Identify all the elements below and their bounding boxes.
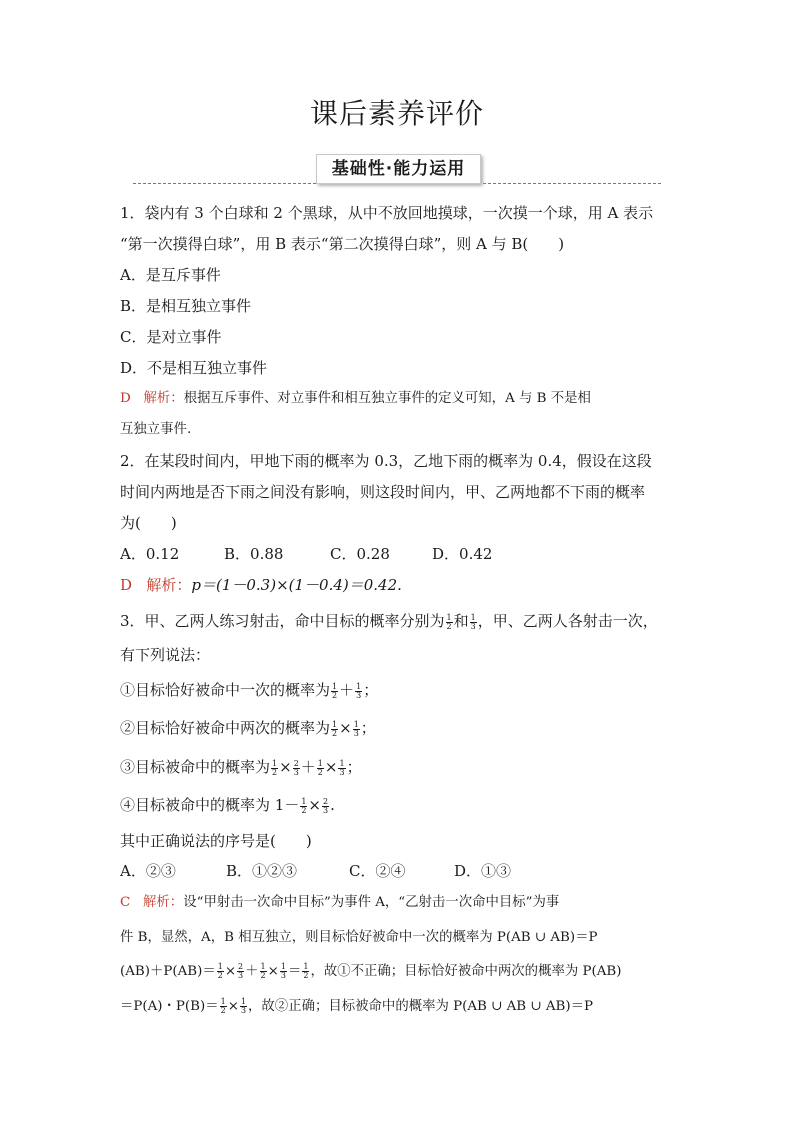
q1-option-a: A．是互斥事件 [120,266,221,284]
q2-option-c: C．0.28 [330,545,390,563]
q3-statement-3-text: ③目标被命中的概率为 [120,758,271,776]
q3-statement-1: ①目标恰好被命中一次的概率为 $\frac{1}{2}$ ＋ $\frac{1}{3}$ ； [120,681,379,700]
q3-options [120,861,511,881]
q3-stem-text-a: 3．甲、乙两人练习射击，命中目标的概率分别为 [120,612,445,630]
q2-answer: D [120,576,133,594]
q2-stem-line1: 2．在某段时间内，甲地下雨的概率为 0.3，乙地下雨的概率为 0.4，假设在这段 [120,452,652,470]
q1-option-c: C．是对立事件 [120,328,222,346]
q3-analysis-text-3: (AB)＋P(AB)＝ [120,964,216,979]
q3-answer: C [120,895,131,910]
q1-analysis-line2: 互独立事件. [120,422,192,437]
q3-stem-line1 [120,611,658,631]
section-header [133,152,661,186]
q3-option-a: A．②③ [120,862,176,880]
q3-option-d: D．①③ [454,862,512,880]
q3-analysis-text-3b: ，故①不正确；目标恰好被命中两次的概率为 P(AB) [310,964,622,979]
q3-analysis-line2: 件 B，显然，A，B 相互独立，则目标恰好被命中一次的概率为 P(AB ∪ AB)＝P [120,930,598,945]
q3-option-c: C．②④ [349,862,406,880]
fraction-half: $\frac{1}{2}$ [446,612,452,631]
q3-statement-2-text: ②目标恰好被命中两次的概率为 [120,719,331,737]
q1-analysis-label: 解析： [143,391,184,406]
q3-stem-text-b: 和 [453,612,469,630]
q2-options [120,544,492,564]
q1-analysis-text: 根据互斥事件、对立事件和相互独立事件的定义可知，A 与 B 不是相 [183,391,591,406]
q1-option-d: D．不是相互独立事件 [120,359,268,377]
q3-statement-1-text: ①目标恰好被命中一次的概率为 [120,681,331,699]
q3-ask: 其中正确说法的序号是( ) [120,832,312,850]
q1-stem-line2: “第一次摸得白球”，用 B 表示“第二次摸得白球”，则 A 与 B( ) [120,235,565,253]
q3-analysis-label: 解析： [143,895,184,910]
q2-option-d: D．0.42 [432,545,493,563]
q3-statement-3: ③目标被命中的概率为 $\frac{1}{2}$ × $\frac{2}{3}$ ＋ $\frac{1}{2}$ × $\frac{1}{3}$ ； [120,758,362,777]
q3-analysis-text-4b: ，故②正确；目标被命中的概率为 P(AB ∪ AB ∪ AB)＝P [248,999,594,1014]
q1-analysis-line1 [120,389,591,409]
q2-stem-line2: 时间内两地是否下雨之间没有影响，则这段时间内，甲、乙两地都不下雨的概率 [120,483,646,501]
page-title: 课后素养评价 [309,97,484,130]
q3-statement-2: ②目标恰好被命中两次的概率为 $\frac{1}{2}$ × $\frac{1}{3}$ ； [120,719,376,738]
fraction-third: $\frac{1}{3}$ [470,612,476,631]
q3-analysis-text-1: 设“甲射击一次命中目标”为事件 A，“乙射击一次命中目标”为事 [183,895,560,910]
q3-analysis-line1 [120,893,559,913]
q3-analysis-line3: (AB)＋P(AB)＝ $\frac{1}{2}$ × $\frac{2}{3}$ ＋ $\frac{1}{2}$ × $\frac{1}{3}$ ＝ $\frac{1}{2}$ ，故①不正确；目标恰好被命中两次的概率为 P(AB) [120,962,622,980]
q2-stem-line3: 为( ) [120,514,177,532]
q2-analysis-text: p＝(1－0.3)×(1－0.4)＝0.42. [191,576,402,594]
q1-answer: D [120,391,131,406]
q3-statement-4: ④目标被命中的概率为 1－ $\frac{1}{2}$ × $\frac{2}{3}$ . [120,796,335,815]
q2-option-a: A．0.12 [120,545,180,563]
q3-stem-line2: 有下列说法： [120,646,211,664]
q1-stem-line1: 1．袋内有 3 个白球和 2 个黑球，从中不放回地摸球，一次摸一个球，用 A 表示 [120,204,654,222]
q3-option-b: B．①②③ [226,862,298,880]
q3-statement-4-text: ④目标被命中的概率为 1－ [120,796,300,814]
q2-option-b: B．0.88 [224,545,284,563]
q1-option-b: B．是相互独立事件 [120,297,252,315]
q3-analysis-text-4: ＝P(A)・P(B)＝ [120,999,219,1014]
q3-stem-text-c: ，甲、乙两人各射击一次， [477,612,658,630]
q2-analysis [120,575,402,595]
section-title: 基础性·能力运用 [316,154,481,184]
q3-analysis-line4: ＝P(A)・P(B)＝ $\frac{1}{2}$ × $\frac{1}{3}$ ，故②正确；目标被命中的概率为 P(AB ∪ AB ∪ AB)＝P [120,997,594,1015]
q2-analysis-label: 解析： [146,576,192,594]
